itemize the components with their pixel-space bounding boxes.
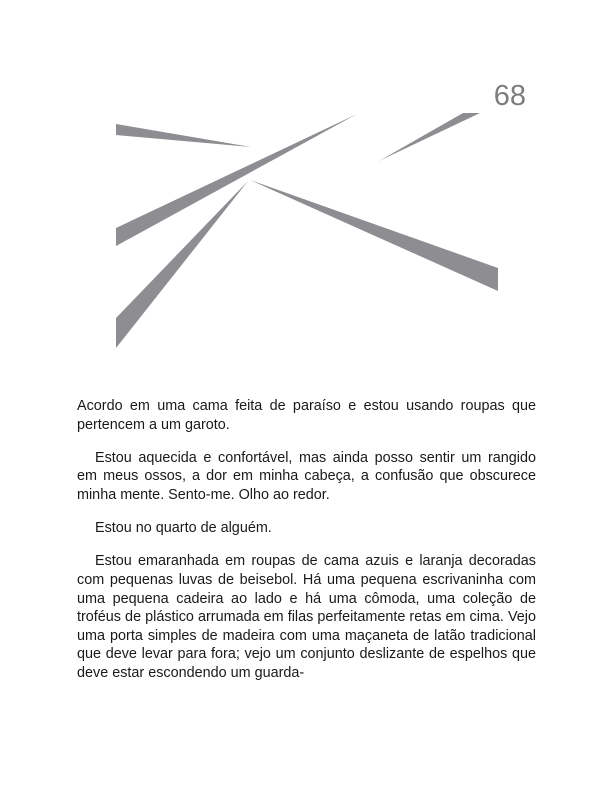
light-ray-upper-left [116, 124, 251, 147]
page-number: 68 [493, 80, 526, 112]
light-ray-upper-right [379, 113, 480, 161]
paragraph: Acordo em uma cama feita de paraíso e estou usando roupas que pertencem a um garoto. [77, 398, 536, 433]
paragraph: Estou emaranhada em roupas de cama azuis e laranja decoradas com pequenas luvas de beisebol. Há uma pequena escrivaninha com uma pequena cadeira ao lado e há uma cômoda, uma coleção de troféus de plástico arrumada em filas perfeitamente retas em cima. Vejo uma porta simples de madeira com uma maçaneta de latão tradicional que deve levar para fora; vejo um conjunto deslizante de espelhos que deve estar escondendo um guarda- [77, 553, 536, 681]
light-ray-lower-right [250, 180, 498, 291]
chapter-body [77, 397, 536, 697]
paragraph: Estou no quarto de alguém. [95, 520, 272, 537]
paragraph: Estou aquecida e confortável, mas ainda posso sentir um rangido em meus ossos, a dor em minha cabeça, a confusão que obscurece minha mente. Sento-me. Olho ao redor. [77, 449, 536, 503]
